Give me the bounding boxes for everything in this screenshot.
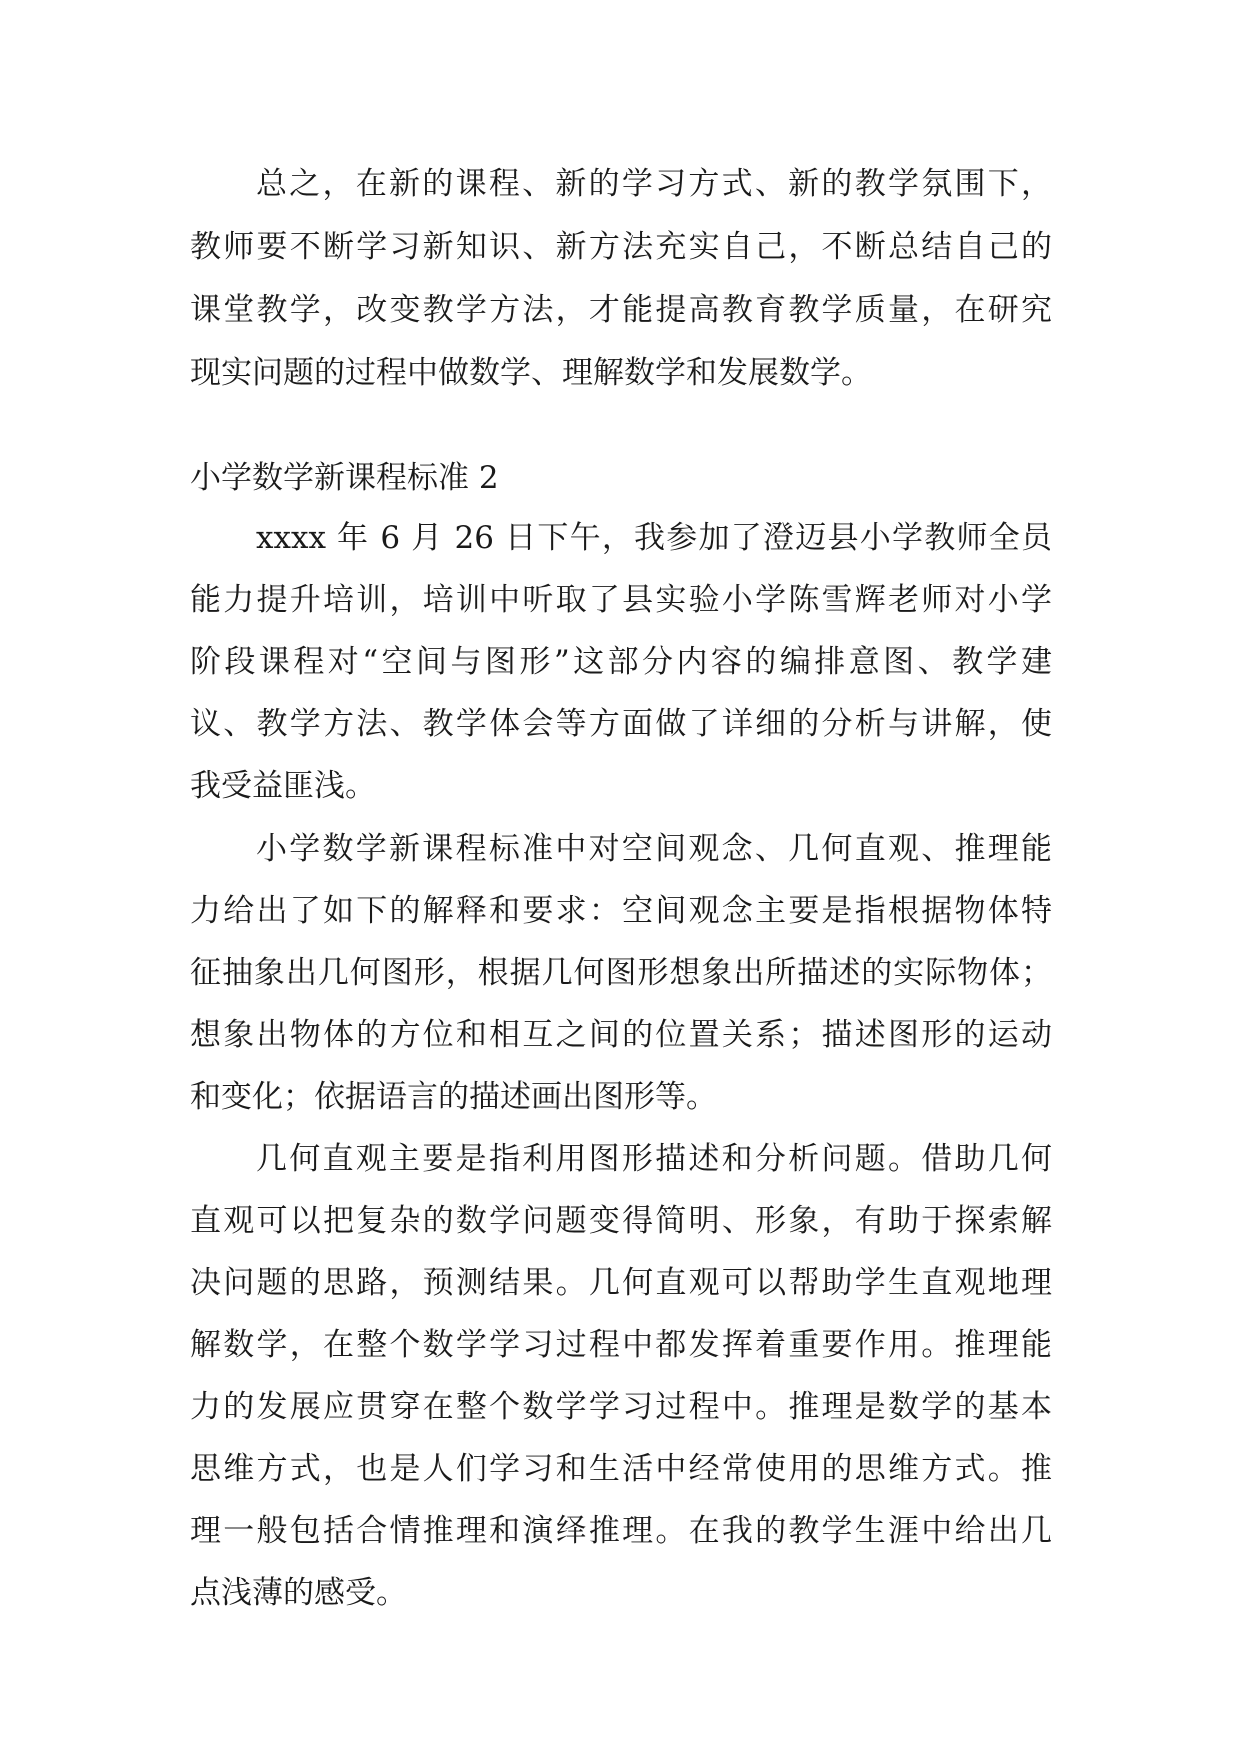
paragraph-1-line-1: 总之，在新的课程、新的学习方式、新的教学氛围下， xyxy=(256,166,1052,202)
paragraph-2-line-2: 能力提升培训，培训中听取了县实验小学陈雪辉老师对小学 xyxy=(190,582,1052,618)
paragraph-4-line-5: 力的发展应贯穿在整个数学学习过程中。推理是数学的基本 xyxy=(190,1389,1052,1425)
paragraph-3-line-4: 想象出物体的方位和相互之间的位置关系；描述图形的运动 xyxy=(190,1017,1052,1053)
paragraph-1-line-2: 教师要不断学习新知识、新方法充实自己，不断总结自己的 xyxy=(190,229,1052,265)
paragraph-3-line-1: 小学数学新课程标准中对空间观念、几何直观、推理能 xyxy=(256,831,1052,867)
paragraph-2-line-5: 我受益匪浅。 xyxy=(190,768,376,804)
section-heading: 小学数学新课程标准 2 xyxy=(190,460,499,496)
paragraph-4-line-8: 点浅薄的感受。 xyxy=(190,1575,407,1611)
paragraph-2-line-4: 议、教学方法、教学体会等方面做了详细的分析与讲解，使 xyxy=(190,706,1052,742)
paragraph-2-line-1: xxxx 年 6 月 26 日下午，我参加了澄迈县小学教师全员 xyxy=(256,520,1052,556)
paragraph-1-line-3: 课堂教学，改变教学方法，才能提高教育教学质量，在研究 xyxy=(190,292,1052,328)
paragraph-4-line-2: 直观可以把复杂的数学问题变得简明、形象，有助于探索解 xyxy=(190,1203,1052,1239)
paragraph-3-line-3: 征抽象出几何图形，根据几何图形想象出所描述的实际物体； xyxy=(190,955,1052,991)
paragraph-3-line-5: 和变化；依据语言的描述画出图形等。 xyxy=(190,1079,717,1115)
paragraph-4-line-4: 解数学，在整个数学学习过程中都发挥着重要作用。推理能 xyxy=(190,1327,1052,1363)
paragraph-2-line-3: 阶段课程对“空间与图形”这部分内容的编排意图、教学建 xyxy=(190,644,1052,680)
paragraph-3-line-2: 力给出了如下的解释和要求：空间观念主要是指根据物体特 xyxy=(190,893,1052,929)
paragraph-4-line-1: 几何直观主要是指利用图形描述和分析问题。借助几何 xyxy=(256,1141,1052,1177)
paragraph-4-line-7: 理一般包括合情推理和演绎推理。在我的教学生涯中给出几 xyxy=(190,1513,1052,1549)
paragraph-4-line-6: 思维方式，也是人们学习和生活中经常使用的思维方式。推 xyxy=(190,1451,1052,1487)
paragraph-1-line-4: 现实问题的过程中做数学、理解数学和发展数学。 xyxy=(190,355,872,391)
paragraph-4-line-3: 决问题的思路，预测结果。几何直观可以帮助学生直观地理 xyxy=(190,1265,1052,1301)
